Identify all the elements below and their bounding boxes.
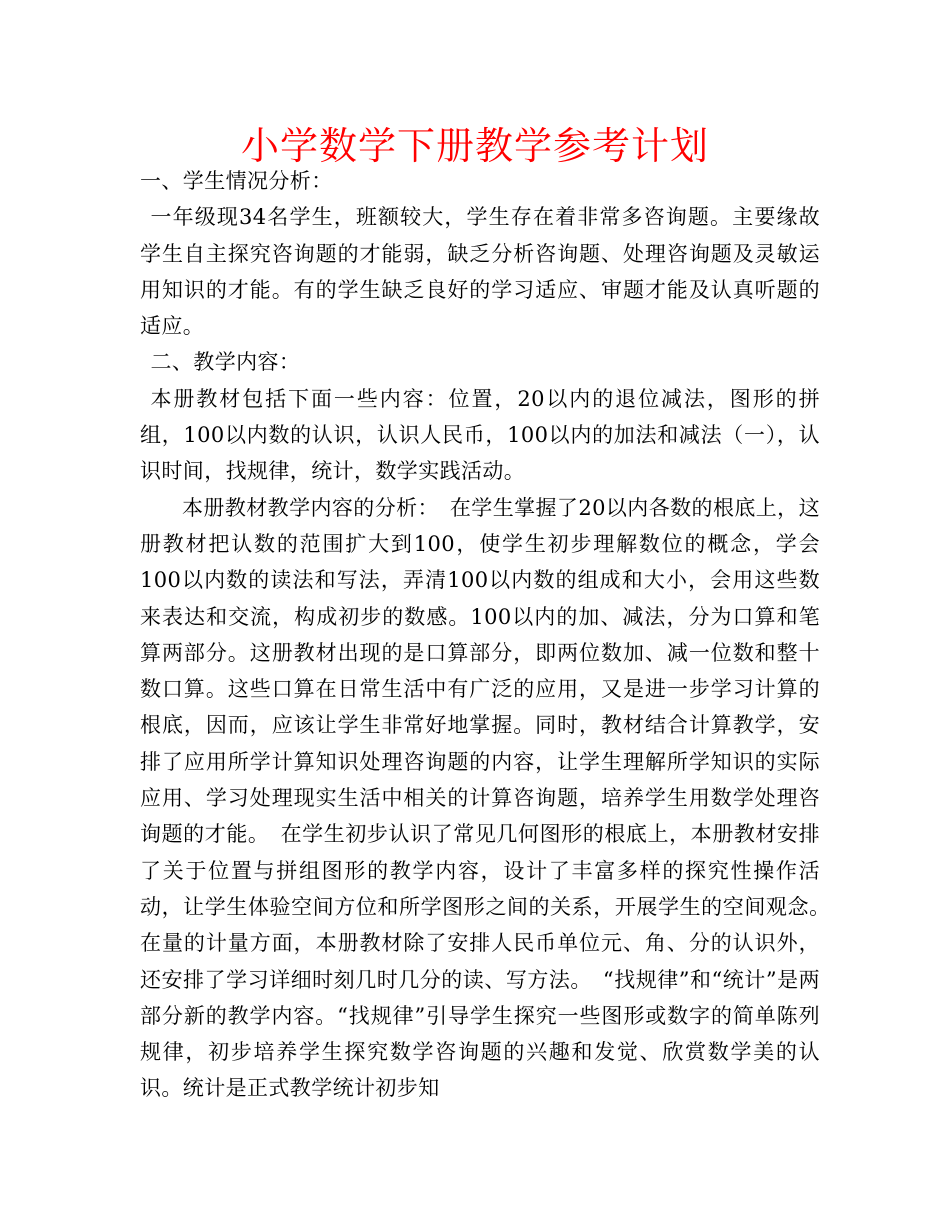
section-heading-student-analysis: 一、学生情况分析：	[140, 169, 333, 193]
document-body	[140, 163, 885, 1107]
paragraph-student-analysis: 一年级现34名学生，班额较大，学生存在着非常多咨询题。主要缘故学生自主探究咨询题的才能弱，缺乏分析咨询题、处理咨询题及灵敏运用知识的才能。有的学生缺乏良好的学习适应、审题才能及认真听题的适应。	[140, 205, 820, 339]
section-heading-teaching-content: 二、教学内容：	[150, 350, 301, 375]
document-title: 小学数学下册教学参考计划	[240, 124, 709, 168]
paragraph-content-list: 本册教材包括下面一些内容：位置，20以内的退位减法，图形的拼组，100以内数的认识，认识人民币，100以内的加法和减法（一），认识时间，找规律，统计，数学实践活动。	[140, 386, 820, 484]
paragraph-content-analysis: 本册教材教学内容的分析： 在学生掌握了20以内各数的根底上，这册教材把认数的范围扩大到100，使学生初步理解数位的概念，学会100以内数的读法和写法，弄清100以内数的组成和大小，会用这些数来表达和交流，构成初步的数感。100以内的加、减法，分为口算和笔算两部分。这册教材出现的是口算部分，即两位数加、减一位数和整十数口算。这些口算在日常生活中有广泛的应用，又是进一步学习计算的根底，因而，应该让学生非常好地掌握。同时，教材结合计算教学，安排了应用所学计算知识处理咨询题的内容，让学生理解所学知识的实际应用、学习处理现实生活中相关的计算咨询题，培养学生用数学处理咨询题的才能。 在学生初步认识了常见几何图形的根底上，本册教材安排了关于位置与拼组图形的教学内容，设计了丰富多样的探究性操作活动，让学生体验空间方位和所学图形之间的关系，开展学生的空间观念。 在量的计量方面，本册教材除了安排人民币单位元、角、分的认识外，还安排了学习详细时刻几时几分的读、写方法。 “找规律”和“统计”是两部分新的教学内容。“找规律”引导学生探究一些图形或数字的简单陈列规律，初步培养学生探究数学咨询题的兴趣和发觉、欣赏数学美的认识。统计是正式教学统计初步知	[140, 495, 885, 1101]
